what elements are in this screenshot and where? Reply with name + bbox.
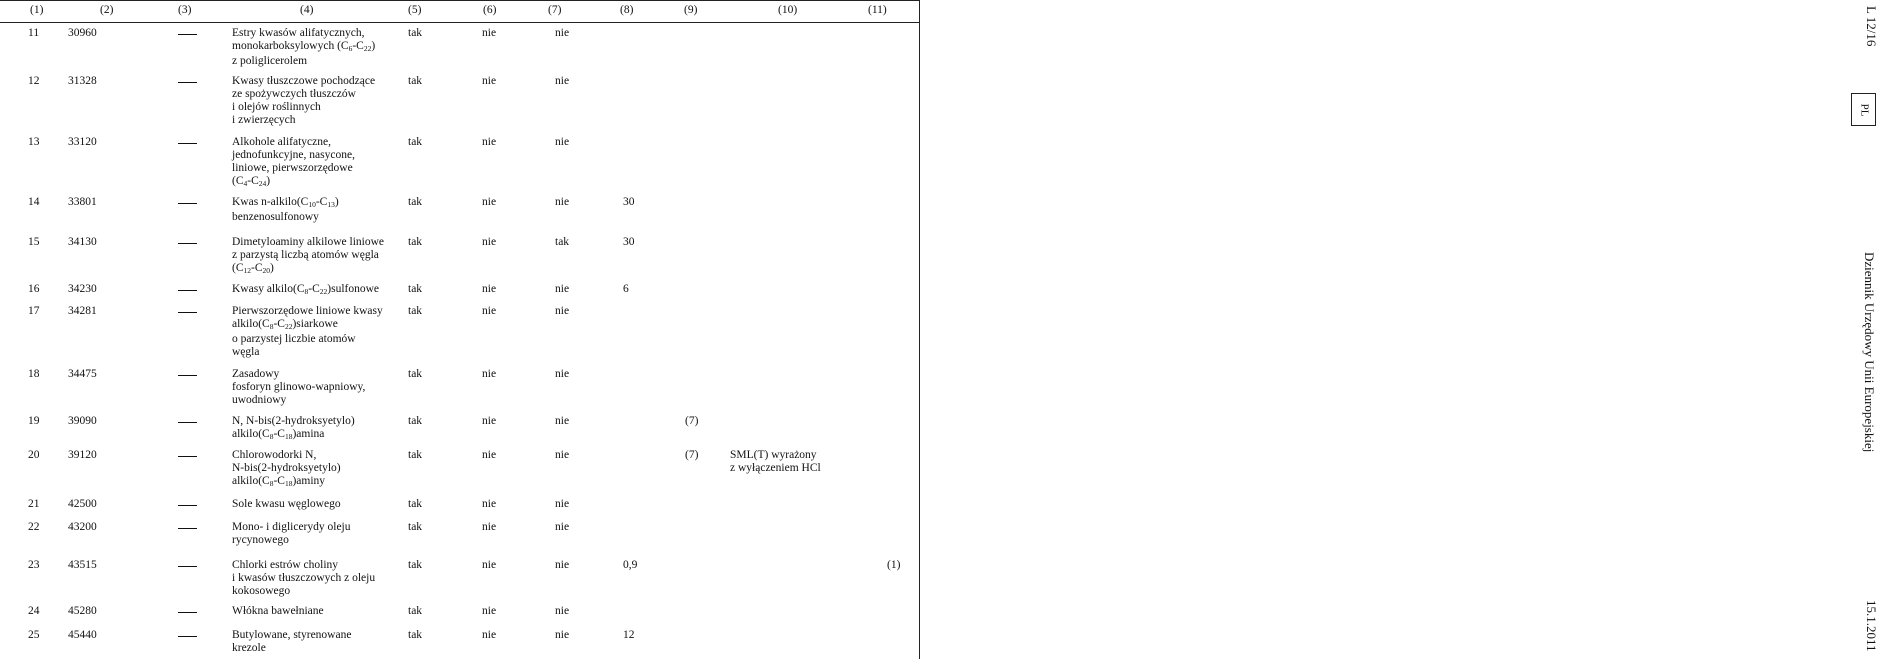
col9-value: (7)	[685, 415, 699, 427]
col7-value: nie	[555, 449, 570, 461]
substance-name-line: liniowe, pierwszorzędowe	[232, 162, 353, 174]
row-separator	[0, 410, 920, 411]
substance-name-line: i olejów roślinnych	[232, 101, 321, 113]
table-top-rule	[0, 0, 920, 1]
row-number: 23	[28, 559, 40, 571]
col6-value: nie	[482, 498, 497, 510]
column-header: (4)	[300, 4, 314, 16]
row-separator	[0, 131, 920, 132]
col10-notes	[730, 449, 821, 475]
ref-number: 42500	[68, 498, 97, 510]
col8-value: 0,9	[623, 559, 638, 571]
substance-name-line: z poliglicerolem	[232, 55, 308, 67]
dash-mark	[178, 612, 197, 613]
substance-name-line: Włókna bawełniane	[232, 605, 324, 617]
col6-value: nie	[482, 136, 497, 148]
row-separator	[0, 554, 920, 555]
column-header: (1)	[30, 4, 44, 16]
ref-number: 30960	[68, 27, 97, 39]
substance-name-line: kokosowego	[232, 585, 291, 597]
ref-number: 33801	[68, 196, 97, 208]
row-number: 24	[28, 605, 40, 617]
col5-value: tak	[408, 305, 423, 317]
col6-value: nie	[482, 449, 497, 461]
row-number: 13	[28, 136, 40, 148]
row-separator	[0, 444, 920, 445]
col7-value: nie	[555, 629, 570, 641]
ref-number: 34281	[68, 305, 97, 317]
row-number: 25	[28, 629, 40, 641]
col7-value: nie	[555, 305, 570, 317]
col7-value: nie	[555, 415, 570, 427]
col5-value: tak	[408, 629, 423, 641]
substance-name-line: Chlorki estrów choliny	[232, 559, 339, 571]
row-number: 11	[28, 27, 40, 39]
substance-name	[232, 27, 375, 68]
col5-value: tak	[408, 415, 423, 427]
col6-value: nie	[482, 196, 497, 208]
col7-value: nie	[555, 559, 570, 571]
col7-value: nie	[555, 368, 570, 380]
col5-value: tak	[408, 559, 423, 571]
row-number: 21	[28, 498, 40, 510]
substance-name-line: rycynowego	[232, 534, 289, 546]
row-number: 20	[28, 449, 40, 461]
language-code: PL	[1858, 103, 1871, 117]
col8-value: 12	[623, 629, 635, 641]
row-number: 22	[28, 521, 40, 533]
row-separator	[0, 516, 920, 517]
substance-name-line: benzenosulfonowy	[232, 211, 319, 223]
col5-value: tak	[408, 136, 423, 148]
col7-value: nie	[555, 75, 570, 87]
substance-name-line: uwodniowy	[232, 394, 287, 406]
col6-value: nie	[482, 305, 497, 317]
dash-mark	[178, 456, 197, 457]
col8-value: 6	[623, 283, 629, 295]
substance-name	[232, 521, 351, 547]
col5-value: tak	[408, 27, 423, 39]
col7-value: nie	[555, 196, 570, 208]
column-header: (9)	[684, 4, 698, 16]
row-number: 19	[28, 415, 40, 427]
dash-mark	[178, 636, 197, 637]
col7-value: nie	[555, 27, 570, 39]
substance-name-line: $alkilo(C_8-C_{22})siarkowe$	[232, 318, 338, 331]
column-header: (2)	[100, 4, 114, 16]
journal-title: Dziennik Urzędowy Unii Europejskiej	[1862, 252, 1877, 453]
col7-value: nie	[555, 136, 570, 148]
ref-number: 39090	[68, 415, 97, 427]
substance-name-line: Sole kwasu węglowego	[232, 498, 341, 510]
column-header: (6)	[483, 4, 497, 16]
ref-number: 33120	[68, 136, 97, 148]
col5-value: tak	[408, 449, 423, 461]
dash-mark	[178, 375, 197, 376]
substance-name	[232, 236, 384, 277]
substance-name-line: Dimetyloaminy alkilowe liniowe	[232, 236, 385, 248]
col6-value: nie	[482, 283, 497, 295]
substance-name	[232, 368, 365, 407]
dash-mark	[178, 203, 197, 204]
row-separator	[0, 70, 920, 71]
column-header: (10)	[778, 4, 798, 16]
substance-name-line: fosforyn glinowo-wapniowy,	[232, 381, 366, 393]
dash-mark	[178, 505, 197, 506]
ref-number: 34130	[68, 236, 97, 248]
ref-number: 34475	[68, 368, 97, 380]
ref-number: 43200	[68, 521, 97, 533]
substance-name-line: Pierwszorzędowe liniowe kwasy	[232, 305, 383, 317]
dash-mark	[178, 34, 197, 35]
substance-name	[232, 498, 341, 511]
substance-name	[232, 283, 379, 298]
substance-name-line: $(C_4-C_{24})$	[232, 175, 271, 188]
col10-line: SML(T) wyrażony	[730, 449, 817, 461]
row-number: 16	[28, 283, 40, 295]
dash-mark	[178, 243, 197, 244]
ref-number: 31328	[68, 75, 97, 87]
page-margin	[922, 0, 1879, 659]
substance-name-line: $alkilo(C_8-C_{18})amina$	[232, 428, 325, 441]
substance-name	[232, 136, 355, 190]
substance-name-line: i zwierzęcych	[232, 114, 296, 126]
substance-name-line: ze spożywczych tłuszczów	[232, 88, 356, 100]
page-reference: L 12/16	[1864, 6, 1879, 47]
dash-mark	[178, 422, 197, 423]
col7-value: nie	[555, 521, 570, 533]
dash-mark	[178, 312, 197, 313]
substance-name-line: krezole	[232, 642, 266, 654]
column-header: (5)	[408, 4, 422, 16]
substance-name-line: N-bis(2-hydroksyetylo)	[232, 462, 341, 474]
header-rule	[0, 22, 920, 23]
substance-name-line: z parzystą liczbą atomów węgla	[232, 249, 379, 261]
row-separator	[0, 278, 920, 279]
substance-name-line: Kwas $n-alkilo(C_{10}-C_{13})$	[232, 196, 339, 209]
ref-number: 45280	[68, 605, 97, 617]
substance-name-line: i kwasów tłuszczowych z oleju	[232, 572, 376, 584]
substance-name	[232, 605, 324, 618]
row-number: 12	[28, 75, 40, 87]
column-header: (11)	[868, 4, 887, 16]
row-number: 17	[28, 305, 40, 317]
substance-name-line: jednofunkcyjne, nasycone,	[232, 149, 355, 161]
col6-value: nie	[482, 605, 497, 617]
substance-table	[0, 0, 920, 659]
dash-mark	[178, 566, 197, 567]
col8-value: 30	[623, 196, 635, 208]
ref-number: 34230	[68, 283, 97, 295]
col6-value: nie	[482, 629, 497, 641]
substance-name-line: $(C_{12}-C_{20})$	[232, 262, 274, 275]
col5-value: tak	[408, 368, 423, 380]
col7-value: nie	[555, 605, 570, 617]
column-header: (7)	[548, 4, 562, 16]
row-number: 14	[28, 196, 40, 208]
language-box	[1851, 93, 1876, 126]
dash-mark	[178, 82, 197, 83]
substance-name	[232, 415, 355, 443]
row-separator	[0, 231, 920, 232]
col7-value: nie	[555, 498, 570, 510]
substance-name-line: Alkohole alifatyczne,	[232, 136, 331, 148]
col6-value: nie	[482, 415, 497, 427]
col10-line: z wyłączeniem HCl	[730, 462, 821, 474]
dash-mark	[178, 528, 197, 529]
col5-value: tak	[408, 605, 423, 617]
ref-number: 39120	[68, 449, 97, 461]
substance-name	[232, 305, 383, 359]
col6-value: nie	[482, 236, 497, 248]
substance-name-line: o parzystej liczbie atomów	[232, 333, 356, 345]
col7-value: tak	[555, 236, 570, 248]
col6-value: nie	[482, 521, 497, 533]
row-separator	[0, 363, 920, 364]
ref-number: 45440	[68, 629, 97, 641]
publication-date: 15.1.2011	[1864, 600, 1879, 652]
col6-value: nie	[482, 27, 497, 39]
ref-number: 43515	[68, 559, 97, 571]
row-separator	[0, 624, 920, 625]
col7-value: nie	[555, 283, 570, 295]
row-separator	[0, 191, 920, 192]
col6-value: nie	[482, 559, 497, 571]
row-number: 18	[28, 368, 40, 380]
substance-name-line: Butylowane, styrenowane	[232, 629, 352, 641]
substance-name	[232, 196, 339, 224]
table-right-rule	[919, 0, 920, 659]
row-separator	[0, 300, 920, 301]
row-separator	[0, 493, 920, 494]
substance-name	[232, 75, 375, 127]
col5-value: tak	[408, 283, 423, 295]
col5-value: tak	[408, 196, 423, 208]
substance-name-line: Kwasy tłuszczowe pochodzące	[232, 75, 376, 87]
dash-mark	[178, 290, 197, 291]
row-number: 15	[28, 236, 40, 248]
substance-name	[232, 559, 375, 598]
substance-name-line: Chlorowodorki N,	[232, 449, 317, 461]
substance-name-line: $alkilo(C_8-C_{18})aminy$	[232, 475, 326, 488]
substance-name-line: Estry kwasów alifatycznych,	[232, 27, 365, 39]
substance-name	[232, 629, 351, 655]
col8-value: 30	[623, 236, 635, 248]
substance-name	[232, 449, 341, 490]
col11-value: (1)	[887, 559, 901, 571]
col6-value: nie	[482, 368, 497, 380]
col5-value: tak	[408, 236, 423, 248]
substance-name-line: Kwasy $alkilo(C_8-C_{22})sulfonowe$	[232, 283, 380, 296]
dash-mark	[178, 143, 197, 144]
substance-name-line: N, N-bis(2-hydroksyetylo)	[232, 415, 355, 427]
substance-name-line: Mono- i diglicerydy oleju	[232, 521, 351, 533]
col6-value: nie	[482, 75, 497, 87]
substance-name-line: węgla	[232, 346, 260, 358]
column-header: (3)	[178, 4, 192, 16]
col5-value: tak	[408, 498, 423, 510]
substance-name-line: monokarboksylowych $(C_6-C_{22})$	[232, 40, 376, 53]
col9-value: (7)	[685, 449, 699, 461]
col5-value: tak	[408, 521, 423, 533]
column-header: (8)	[620, 4, 634, 16]
row-separator	[0, 600, 920, 601]
col5-value: tak	[408, 75, 423, 87]
substance-name-line: Zasadowy	[232, 368, 280, 380]
